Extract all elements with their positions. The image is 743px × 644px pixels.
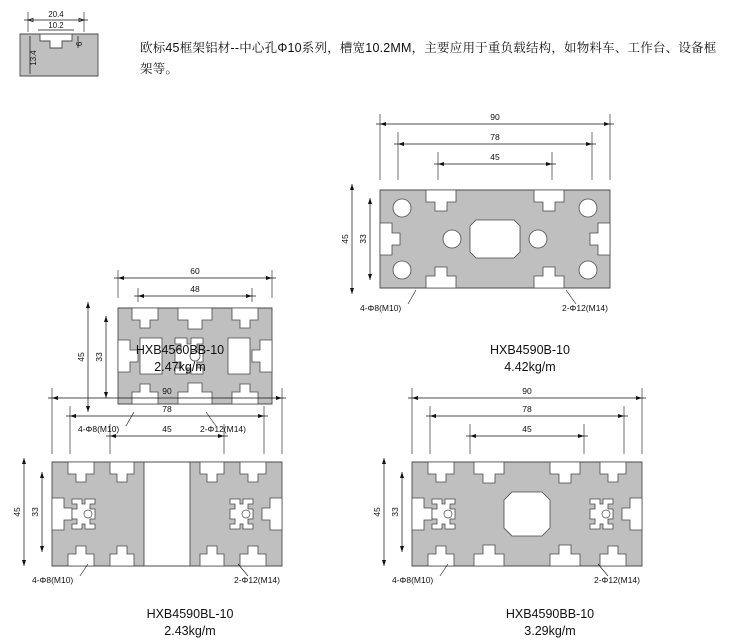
- fig4-dim-top-45: 45: [522, 424, 532, 434]
- fig3-dim-left-45: 45: [12, 507, 22, 517]
- fig2-dim-top-90: 90: [490, 112, 500, 122]
- fig4-model: HXB4590BB-10: [505, 607, 595, 621]
- fig1-dim-top-60: 60: [190, 266, 200, 276]
- fig3-model: HXB4590BL-10: [146, 607, 234, 621]
- fig1-dim-top-48: 48: [190, 284, 200, 294]
- thumb-dim-width: 20.4: [48, 10, 64, 19]
- page-header: [0, 0, 743, 95]
- fig3-weight: 2.43kg/m: [164, 624, 216, 638]
- fig2-model: HXB4590B-10: [490, 343, 570, 357]
- fig2-note-left: 4-Φ8(M10): [360, 303, 402, 313]
- fig1-model: HXB4560BB-10: [135, 343, 225, 357]
- profile-thumbnail-diagram: [10, 8, 110, 80]
- fig3-dim-top-45: 45: [162, 424, 172, 434]
- figure-hxb4590b-10: [330, 108, 730, 374]
- fig4-dim-top-78: 78: [522, 404, 532, 414]
- fig2-note-right: 2-Φ12(M14): [562, 303, 608, 313]
- thumb-dim-height: 13.4: [29, 50, 38, 66]
- figure-hxb4590bb-10: [360, 382, 740, 644]
- fig4-dim-left-33: 33: [390, 507, 400, 517]
- fig1-dim-left-45: 45: [76, 352, 86, 362]
- thumb-dim-slot: 6: [75, 41, 84, 47]
- fig4-dim-top-90: 90: [522, 386, 532, 396]
- figure-hxb4590bl-10: [0, 382, 380, 644]
- fig1-weight: 2.47kg/m: [154, 360, 206, 374]
- fig1-dim-left-33: 33: [94, 352, 104, 362]
- fig1-note-left: 4-Φ8(M10): [78, 424, 120, 434]
- fig2-dim-top-45: 45: [490, 152, 500, 162]
- fig4-weight: 3.29kg/m: [524, 624, 576, 638]
- fig1-note-right: 2-Φ12(M14): [200, 424, 246, 434]
- fig3-note-right: 2-Φ12(M14): [234, 575, 280, 585]
- fig2-dim-left-45: 45: [340, 234, 350, 244]
- fig3-note-left: 4-Φ8(M10): [32, 575, 74, 585]
- header-description: 欧标45框架铝材--中心孔Φ10系列，槽宽10.2MM，主要应用于重负载结构，如物料车、工作台、设备框架等。: [140, 41, 717, 76]
- fig2-dim-top-78: 78: [490, 132, 500, 142]
- thumb-dim-inner: 10.2: [48, 21, 64, 30]
- figure-caption-3: [0, 606, 380, 640]
- fig3-dim-top-78: 78: [162, 404, 172, 414]
- fig3-dim-top-90: 90: [162, 386, 172, 396]
- fig2-dim-left-33: 33: [358, 234, 368, 244]
- figure-caption-2: [330, 342, 730, 376]
- fig3-dim-left-33: 33: [30, 507, 40, 517]
- fig4-note-right: 2-Φ12(M14): [594, 575, 640, 585]
- fig4-dim-left-45: 45: [372, 507, 382, 517]
- figure-caption-1: [30, 342, 330, 376]
- fig2-weight: 4.42kg/m: [504, 360, 556, 374]
- figure-caption-4: [360, 606, 740, 640]
- fig4-note-left: 4-Φ8(M10): [392, 575, 434, 585]
